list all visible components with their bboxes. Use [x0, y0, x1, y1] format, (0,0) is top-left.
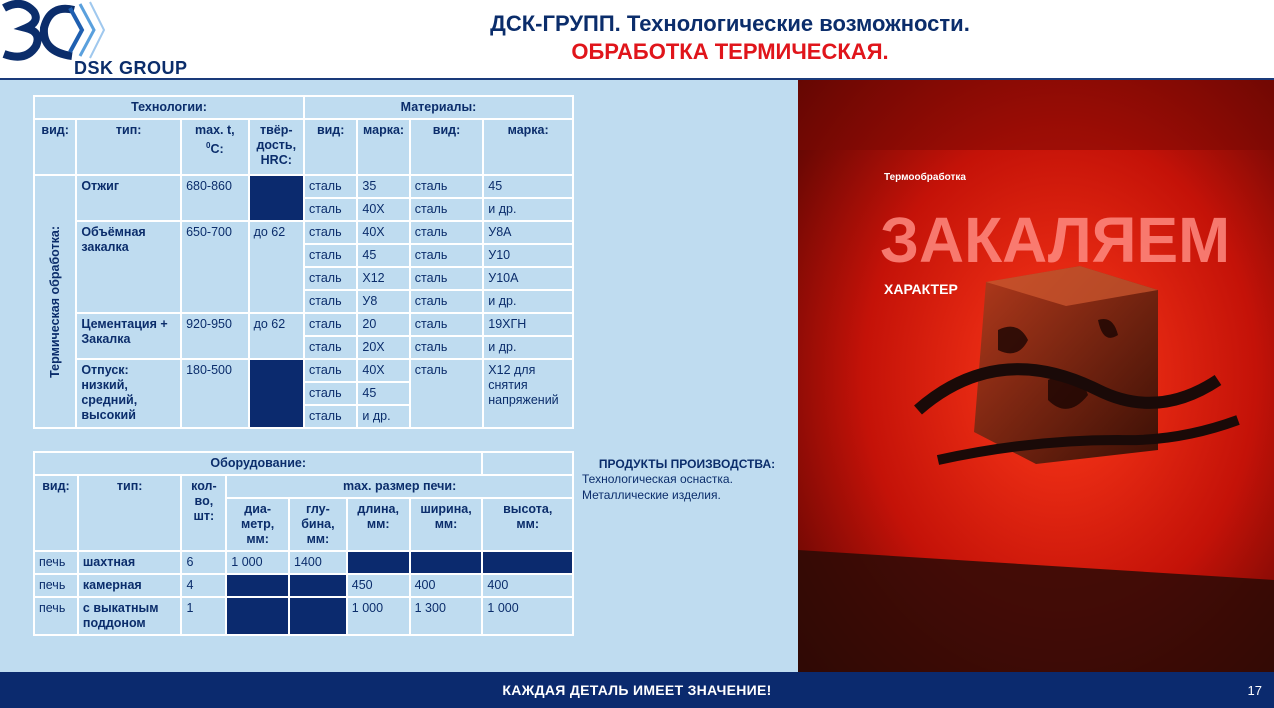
equip-len: 1 000	[347, 597, 410, 635]
slide-header	[0, 0, 1274, 78]
forging-photo	[798, 80, 1274, 672]
eq-col-hgt: высота, мм:	[482, 498, 573, 551]
process-type: Отжиг	[76, 175, 181, 221]
products-item: Металлические изделия.	[582, 488, 721, 502]
material-vid: сталь	[304, 313, 357, 336]
equip-wid: 400	[410, 574, 483, 597]
material-mark: У10	[483, 244, 573, 267]
logo-mark-icon	[0, 0, 120, 62]
eq-col-len: длина, мм:	[347, 498, 410, 551]
vertical-label: Термическая обработка:	[47, 225, 62, 378]
material-vid: сталь	[304, 221, 357, 244]
material-vid: сталь	[410, 198, 484, 221]
equip-diam	[226, 574, 289, 597]
equip-hgt: 400	[482, 574, 573, 597]
process-hardness	[249, 175, 304, 221]
material-vid: сталь	[304, 290, 357, 313]
equipment-header: Оборудование:	[34, 452, 482, 475]
process-hardness: до 62	[249, 313, 304, 359]
material-vid: сталь	[410, 267, 484, 290]
technology-table	[33, 95, 574, 429]
table-row	[34, 221, 573, 244]
material-vid: сталь	[304, 405, 357, 428]
equip-hgt: 1 000	[482, 597, 573, 635]
material-mark: 40Х	[357, 198, 409, 221]
equip-diam: 1 000	[226, 551, 289, 574]
col-mat-vid-2: вид:	[410, 119, 484, 175]
products-item: Технологическая оснастка.	[582, 472, 733, 486]
process-temp: 680-860	[181, 175, 249, 221]
material-vid: сталь	[410, 221, 484, 244]
process-type: Отпуск: низкий, средний, высокий	[76, 359, 181, 428]
process-type: Объёмная закалка	[76, 221, 181, 313]
col-mat-mark-2: марка:	[483, 119, 573, 175]
equip-len: 450	[347, 574, 410, 597]
eq-col-vid: вид:	[34, 475, 78, 551]
material-vid: сталь	[410, 359, 484, 428]
material-mark: 19ХГН	[483, 313, 573, 336]
products-title: ПРОДУКТЫ ПРОИЗВОДСТВА:	[598, 457, 776, 471]
forging-illustration	[798, 80, 1274, 672]
material-vid: сталь	[304, 267, 357, 290]
eq-col-tip: тип:	[78, 475, 182, 551]
material-mark: 45	[357, 244, 409, 267]
poster-sub-text: ХАРАКТЕР	[884, 281, 958, 297]
col-mat-mark-1: марка:	[357, 119, 409, 175]
table-row	[34, 597, 573, 635]
material-vid: сталь	[304, 336, 357, 359]
table-row	[34, 175, 573, 198]
process-type: Цементация + Закалка	[76, 313, 181, 359]
slide-footer	[0, 672, 1274, 708]
material-vid: сталь	[304, 382, 357, 405]
material-vid: сталь	[410, 336, 484, 359]
equip-depth: 1400	[289, 551, 347, 574]
material-mark: и др.	[357, 405, 409, 428]
equip-diam	[226, 597, 289, 635]
equipment-header-empty	[482, 452, 573, 475]
page-subtitle: ОБРАБОТКА ТЕРМИЧЕСКАЯ.	[571, 39, 889, 64]
equip-vid: печь	[34, 574, 78, 597]
equip-tip: с выкатным поддоном	[78, 597, 182, 635]
table-row	[34, 313, 573, 336]
process-temp: 650-700	[181, 221, 249, 313]
eq-col-wid: ширина, мм:	[410, 498, 483, 551]
equip-vid: печь	[34, 551, 78, 574]
products-block	[582, 457, 792, 503]
table-row	[34, 574, 573, 597]
equip-hgt	[482, 551, 573, 574]
material-mark: 45	[483, 175, 573, 198]
page-number: 17	[1247, 683, 1262, 698]
equip-tip: камерная	[78, 574, 182, 597]
equip-qty: 1	[181, 597, 226, 635]
equip-vid: печь	[34, 597, 78, 635]
material-mark: и др.	[483, 336, 573, 359]
equip-tip: шахтная	[78, 551, 182, 574]
material-mark: У8А	[483, 221, 573, 244]
material-mark: и др.	[483, 290, 573, 313]
material-mark: У10А	[483, 267, 573, 290]
footer-slogan: КАЖДАЯ ДЕТАЛЬ ИМЕЕТ ЗНАЧЕНИЕ!	[502, 682, 772, 698]
logo-text: DSK GROUP	[74, 58, 188, 78]
eq-col-qty: кол- во, шт:	[181, 475, 226, 551]
equip-depth	[289, 597, 347, 635]
material-vid: сталь	[410, 175, 484, 198]
page-title: ДСК-ГРУПП. Технологические возможности.	[490, 11, 970, 36]
material-mark: и др.	[483, 198, 573, 221]
material-mark: У8	[357, 290, 409, 313]
equip-wid: 1 300	[410, 597, 483, 635]
vertical-label-cell	[34, 175, 76, 428]
poster-big-text: ЗАКАЛЯЕМ	[880, 204, 1230, 276]
material-vid: сталь	[304, 244, 357, 267]
process-hardness	[249, 359, 304, 428]
technologies-header: Технологии:	[34, 96, 304, 119]
col-mat-vid-1: вид:	[304, 119, 357, 175]
eq-col-size: max. размер печи:	[226, 475, 573, 498]
equip-len	[347, 551, 410, 574]
equip-qty: 4	[181, 574, 226, 597]
material-vid: сталь	[304, 359, 357, 382]
material-mark: 40Х	[357, 221, 409, 244]
equip-depth	[289, 574, 347, 597]
material-mark: Х12 для снятия напряжений	[483, 359, 573, 428]
material-vid: сталь	[304, 175, 357, 198]
material-mark: 20	[357, 313, 409, 336]
material-vid: сталь	[410, 313, 484, 336]
equip-qty: 6	[181, 551, 226, 574]
table-row	[34, 359, 573, 382]
material-mark: 40Х	[357, 359, 409, 382]
material-vid: сталь	[410, 244, 484, 267]
col-vid: вид:	[34, 119, 76, 175]
material-mark: 45	[357, 382, 409, 405]
col-tip: тип:	[76, 119, 181, 175]
material-vid: сталь	[410, 290, 484, 313]
equip-wid	[410, 551, 483, 574]
equipment-table	[33, 451, 574, 636]
process-temp: 180-500	[181, 359, 249, 428]
material-mark: 35	[357, 175, 409, 198]
eq-col-depth: глу- бина, мм:	[289, 498, 347, 551]
table-row	[34, 551, 573, 574]
col-max-temp: max. t, $^0$C:	[181, 119, 249, 175]
material-vid: сталь	[304, 198, 357, 221]
poster-small-text: Термообработка	[884, 172, 966, 183]
material-mark: Х12	[357, 267, 409, 290]
eq-col-diam: диа- метр, мм:	[226, 498, 289, 551]
material-mark: 20Х	[357, 336, 409, 359]
process-hardness: до 62	[249, 221, 304, 313]
col-hardness: твёр- дость, HRC:	[249, 119, 304, 175]
materials-header: Материалы:	[304, 96, 573, 119]
company-logo	[0, 0, 200, 78]
process-temp: 920-950	[181, 313, 249, 359]
